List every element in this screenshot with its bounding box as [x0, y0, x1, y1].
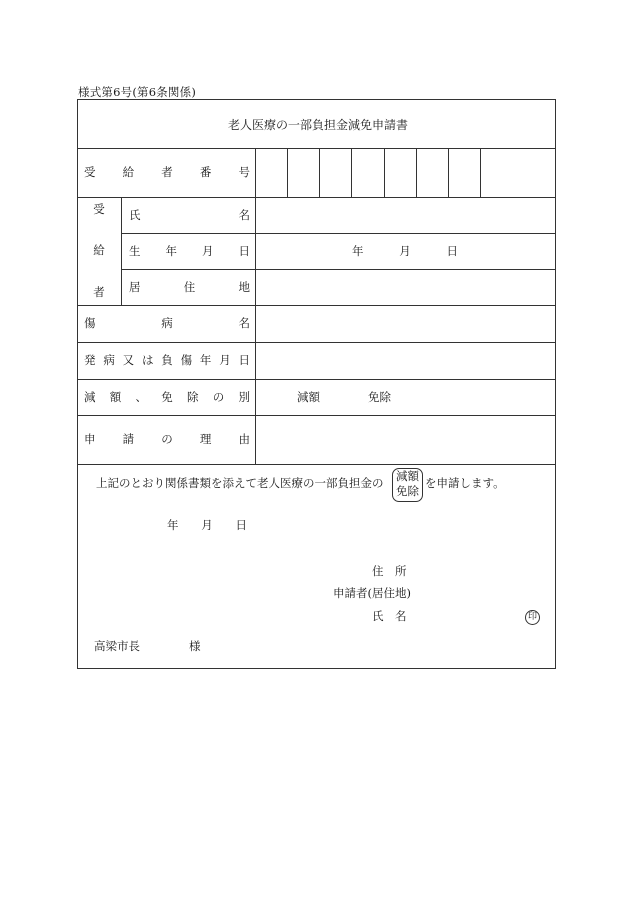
label-disease: 傷 病 名 — [84, 316, 250, 330]
option-exemption[interactable]: 免除 — [368, 390, 391, 404]
number-box-divider — [480, 148, 481, 197]
rule-reason-bottom — [77, 464, 556, 465]
name-label: 氏 名 — [372, 609, 407, 623]
rule-residence-bottom — [77, 305, 556, 306]
label-recipient-number: 受 給 者 番 号 — [84, 165, 250, 179]
form-number: 様式第6号(第6条関係) — [78, 85, 197, 99]
rule-onset-bottom — [77, 379, 556, 380]
label-residence: 居 住 地 — [129, 280, 250, 294]
bracket-exemption[interactable]: 免除 — [396, 484, 419, 498]
number-box-divider — [287, 148, 288, 197]
form-title: 老人医療の一部負担金減免申請書 — [228, 118, 409, 132]
rule-number-bottom — [77, 197, 556, 198]
application-date-field[interactable]: 年 月 日 — [167, 518, 247, 532]
rule-birth-bottom — [121, 269, 556, 270]
label-type: 減 額 、 免 除 の 別 — [84, 390, 250, 404]
form-frame — [77, 99, 556, 669]
number-box-divider — [384, 148, 385, 197]
application-text-after: を申請します。 — [425, 476, 505, 490]
number-box-divider — [319, 148, 320, 197]
rule-disease-bottom — [77, 342, 556, 343]
label-recipient-group: 受 給 者 — [93, 202, 105, 299]
applicant-label: 申請者(居住地) — [333, 586, 411, 600]
number-box-divider — [416, 148, 417, 197]
rule-name-bottom — [121, 233, 556, 234]
option-reduction[interactable]: 減額 — [297, 390, 320, 404]
honorific: 様 — [189, 639, 201, 653]
seal-icon: 印 — [525, 610, 540, 625]
rule-type-bottom — [77, 415, 556, 416]
addressee: 高梁市長 — [94, 639, 140, 653]
bracket-reduction[interactable]: 減額 — [396, 469, 419, 483]
rule-recipient-group — [121, 197, 122, 305]
label-birthdate: 生 年 月 日 — [129, 244, 250, 258]
birthdate-value-field[interactable]: 年 月 日 — [352, 244, 458, 258]
label-reason: 申 請 の 理 由 — [84, 432, 250, 446]
label-name: 氏 名 — [129, 208, 250, 222]
label-onset-date: 発 病 又 は 負 傷 年 月 日 — [84, 353, 250, 367]
rule-label-column — [255, 148, 256, 464]
address-label: 住 所 — [372, 564, 407, 578]
application-text-before: 上記のとおり関係書類を添えて老人医療の一部負担金の — [96, 476, 384, 490]
number-box-divider — [448, 148, 449, 197]
number-box-divider — [351, 148, 352, 197]
rule-title-bottom — [77, 148, 556, 149]
